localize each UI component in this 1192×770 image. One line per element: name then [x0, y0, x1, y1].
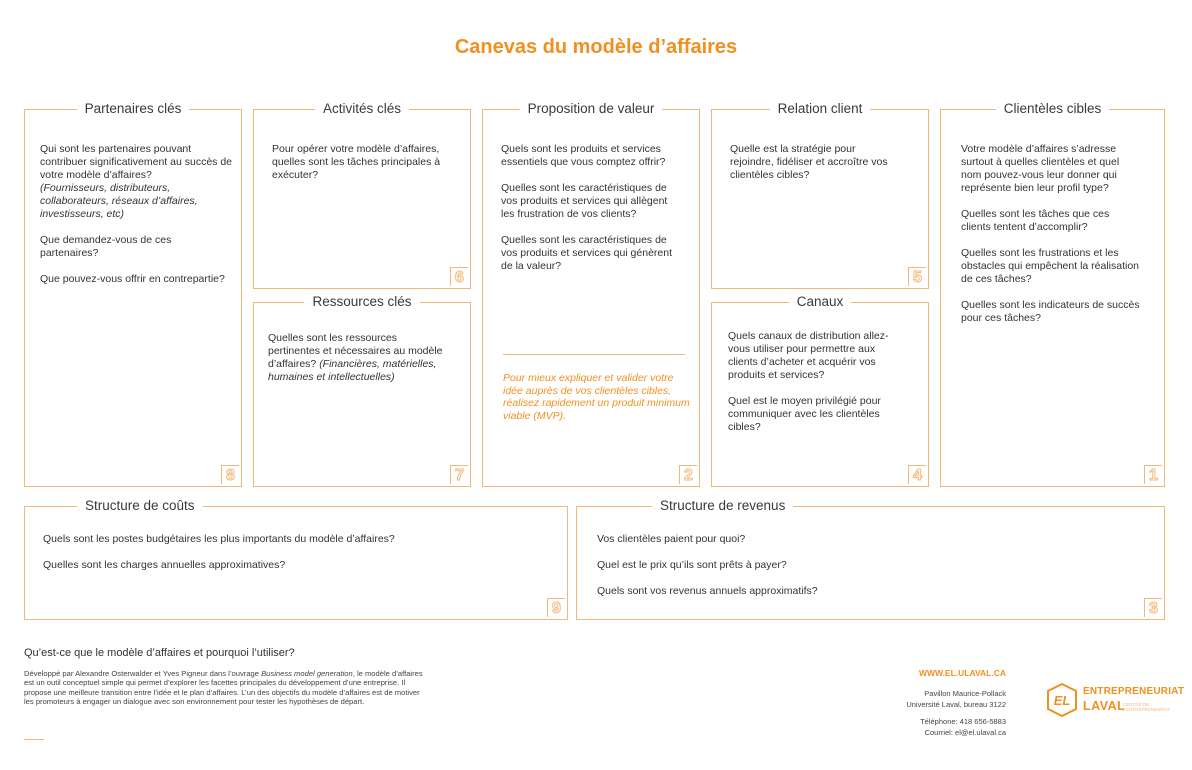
box-ressources-cles — [253, 294, 471, 487]
question-revenus-1: Vos clientèles paient pour quoi? — [597, 533, 746, 545]
book-title: Business model generation — [261, 669, 353, 678]
box-activites-cles — [253, 101, 471, 289]
box-title-activites: Activités clés — [315, 101, 409, 116]
footer-description: Développé par Alexandre Osterwalder et Yves Pigneur dans l’ouvrage Business model generation, le modèle d’affaires est un outil conceptuel simple qui permet d’explorer les facettes principales du développement d’une entreprise. Il propose une meilleure transition entre l’idée et le plan d’affaires. L’un des objectifs du modèle d’affaires est de motiver les promoteurs à engager un dialogue avec son environnement pour tester les hypothèses de départ. — [24, 669, 423, 707]
contact-address-1: Pavillon Maurice-Pollack — [924, 689, 1006, 698]
box-canaux — [711, 294, 929, 487]
question-proposition-1: Quels sont les produits et services essentiels que vous comptez offrir? — [501, 143, 666, 168]
question-canaux-2: Quel est le moyen privilégié pour communiquer avec les clientèles cibles? — [728, 395, 881, 433]
question-proposition-3: Quelles sont les caractéristiques de vos produits et services qui génèrent de la valeur? — [501, 234, 673, 272]
box-number-7: 7 — [450, 465, 468, 484]
box-clienteles-cibles — [940, 101, 1165, 487]
question-ressources-1: Quelles sont les ressources pertinentes et nécessaires au modèle d’affaires? — [268, 332, 443, 370]
contact-block — [860, 668, 1006, 738]
box-title-couts: Structure de coûts — [77, 498, 203, 513]
box-number-4: 4 — [908, 465, 926, 484]
question-couts-1: Quels sont les postes budgétaires les plus importants du modèle d’affaires? — [43, 533, 395, 545]
question-clienteles-4: Quelles sont les indicateurs de succès pour ces tâches? — [961, 299, 1140, 324]
box-title-clienteles: Clientèles cibles — [996, 101, 1110, 116]
box-number-3: 3 — [1144, 598, 1162, 617]
question-clienteles-1: Votre modèle d’affaires s’adresse surtout à quelles clientèles et quel nom pouvez-vous leur donner qui représente bien leur profil type? — [961, 143, 1120, 194]
box-title-ressources: Ressources clés — [304, 294, 419, 309]
box-title-proposition: Proposition de valeur — [520, 101, 663, 116]
contact-email[interactable]: Courriel: el@el.ulaval.ca — [924, 728, 1006, 737]
divider — [503, 354, 685, 355]
question-partenaires-1: Qui sont les partenaires pouvant contribuer significativement au succès de votre modèle d’affaires? — [40, 143, 233, 181]
footer-question: Qu’est-ce que le modèle d’affaires et pourquoi l’utiliser? — [24, 647, 295, 659]
contact-phone: Téléphone: 418 656-5883 — [920, 717, 1006, 726]
contact-address-2: Université Laval, bureau 3122 — [906, 700, 1006, 709]
box-number-8: 8 — [221, 465, 239, 484]
question-clienteles-3: Quelles sont les frustrations et les obstacles qui empêchent la réalisation de ces tâches? — [961, 247, 1140, 285]
note-partenaires: (Fournisseurs, distributeurs, collaborateurs, réseaux d’affaires, investisseurs, etc) — [40, 182, 198, 220]
footer-divider — [24, 739, 44, 740]
entrepreneuriat-laval-logo — [1046, 683, 1185, 723]
question-revenus-2: Quel est le prix qu’ils sont prêts à payer? — [597, 559, 787, 571]
mvp-note: Pour mieux expliquer et valider votre idée auprès de vos clientèles cibles, réalisez rapidement un produit minimum viable (MVP). — [503, 372, 690, 422]
logo-tagline: CENTRE DE L’ENTREPRENEURIAT — [1123, 702, 1171, 712]
logo-text-entrepreneuriat: ENTREPRENEURIAT — [1083, 686, 1185, 697]
question-clienteles-2: Quelles sont les tâches que ces clients tentent d’accomplir? — [961, 208, 1110, 233]
question-canaux-1: Quels canaux de distribution allez-vous utiliser pour permettre aux clients d’acheter et acquérir vos produits et services? — [728, 330, 889, 381]
question-partenaires-2: Que demandez-vous de ces partenaires? — [40, 234, 172, 259]
question-couts-2: Quelles sont les charges annuelles approximatives? — [43, 559, 286, 571]
box-relation-client — [711, 101, 929, 289]
logo-text-laval: LAVAL — [1083, 699, 1126, 713]
note-ressources: (Financières, matérielles, humaines et intellectuelles) — [268, 358, 437, 383]
box-number-1: 1 — [1144, 465, 1162, 484]
box-title-partenaires: Partenaires clés — [77, 101, 190, 116]
question-partenaires-3: Que pouvez-vous offrir en contrepartie? — [40, 273, 225, 285]
page-title: Canevas du modèle d’affaires — [454, 36, 738, 58]
box-title-canaux: Canaux — [789, 294, 852, 309]
box-proposition-valeur — [482, 101, 700, 487]
svg-text:EL: EL — [1053, 693, 1071, 708]
box-title-revenus: Structure de revenus — [652, 498, 793, 513]
box-title-relation: Relation client — [770, 101, 871, 116]
box-structure-revenus — [576, 498, 1165, 620]
box-structure-couts — [24, 498, 568, 620]
box-partenaires-cles — [24, 101, 242, 487]
box-number-2: 2 — [679, 465, 697, 484]
el-logo-icon — [1046, 683, 1078, 717]
question-activites-1: Pour opérer votre modèle d’affaires, quelles sont les tâches principales à exécuter? — [272, 143, 441, 181]
website-link[interactable]: WWW.EL.ULAVAL.CA — [918, 668, 1006, 678]
box-number-5: 5 — [908, 267, 926, 286]
box-number-6: 6 — [450, 267, 468, 286]
question-relation-1: Quelle est la stratégie pour rejoindre, fidéliser et accroître vos clientèles cibles? — [730, 143, 888, 181]
question-revenus-3: Quels sont vos revenus annuels approximatifs? — [597, 585, 818, 597]
box-number-9: 9 — [547, 598, 565, 617]
question-proposition-2: Quelles sont les caractéristiques de vos produits et services qui allègent les frustration de vos clients? — [501, 182, 668, 220]
